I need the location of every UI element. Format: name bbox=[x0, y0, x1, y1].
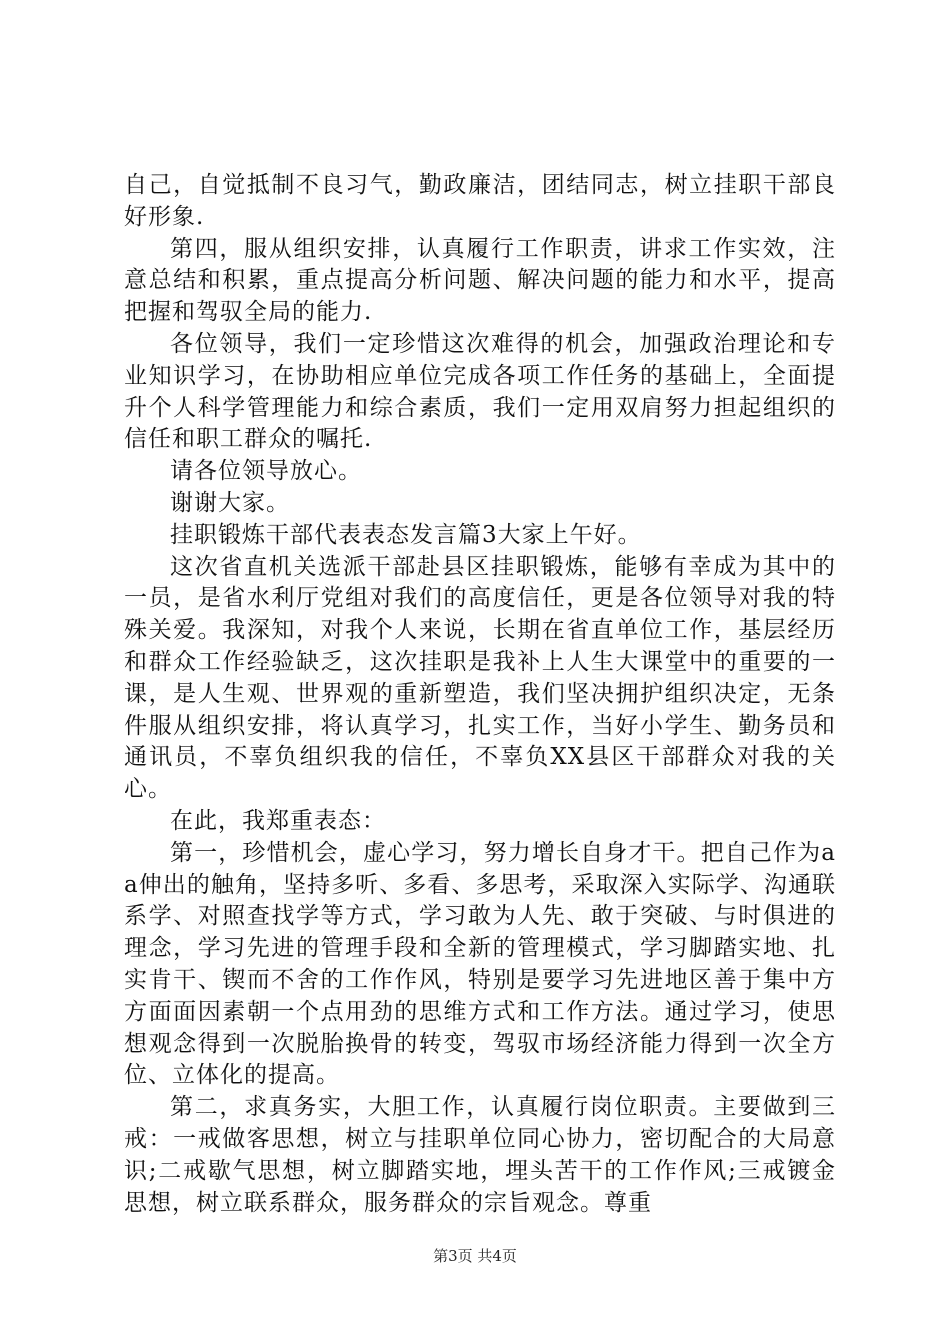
document-body bbox=[124, 170, 836, 1219]
paragraph-introduction: 这次省直机关选派干部赴县区挂职锻炼，能够有幸成为其中的一员，是省水利厅党组对我们的高度信任，更是各位领导对我的特殊关爱。我深知，对我个人来说，长期在省直单位工作，基层经历和群众工作经验缺乏，这次挂职是我补上人生大课堂中的重要的一课，是人生观、世界观的重新塑造，我们坚决拥护组织决定，无条件服从组织安排，将认真学习，扎实工作，当好小学生、勤务员和通讯员，不辜负组织我的信任，不辜负XX县区干部群众对我的关心。 bbox=[124, 553, 836, 803]
paragraph-section-heading: 挂职锻炼干部代表表态发言篇3大家上午好。 bbox=[170, 521, 642, 548]
paragraph-point-one: 第一，珍惜机会，虚心学习，努力增长自身才干。把自己作为aa伸出的触角，坚持多听、多看、多思考，采取深入实际学、沟通联系学、对照查找学等方式，学习敢为人先、敢于突破、与时俱进的理念，学习先进的管理手段和全新的管理模式，学习脚踏实地、扎实肯干、锲而不舍的工作作风，特别是要学习先进地区善于集中方方面面因素朝一个点用劲的思维方式和工作方法。通过学习，使思想观念得到一次脱胎换骨的转变，驾驭市场经济能力得到一次全方位、立体化的提高。 bbox=[124, 839, 836, 1089]
paragraph-leaders-commitment: 各位领导，我们一定珍惜这次难得的机会，加强政治理论和专业知识学习，在协助相应单位完成各项工作任务的基础上，全面提升个人科学管理能力和综合素质，我们一定用双肩努力担起组织的信任和职工群众的嘱托. bbox=[124, 330, 836, 453]
paragraph-continuation: 自己，自觉抵制不良习气，勤政廉洁，团结同志，树立挂职干部良好形象. bbox=[124, 172, 836, 230]
page-number-footer: 第3页 共4页 bbox=[433, 1247, 517, 1265]
paragraph-point-four: 第四，服从组织安排，认真履行工作职责，讲求工作实效，注意总结和积累，重点提高分析问题、解决问题的能力和水平，提高把握和驾驭全局的能力. bbox=[124, 235, 836, 326]
paragraph-point-two: 第二，求真务实，大胆工作，认真履行岗位职责。主要做到三戒：一戒做客思想，树立与挂职单位同心协力，密切配合的大局意识;二戒歇气思想，树立脚踏实地，埋头苦干的工作作风;三戒镀金思想，树立联系群众，服务群众的宗旨观念。尊重 bbox=[124, 1094, 836, 1216]
paragraph-thanks: 谢谢大家。 bbox=[170, 489, 290, 516]
paragraph-rest-assured: 请各位领导放心。 bbox=[170, 458, 362, 485]
paragraph-statement-lead: 在此，我郑重表态： bbox=[170, 807, 386, 834]
